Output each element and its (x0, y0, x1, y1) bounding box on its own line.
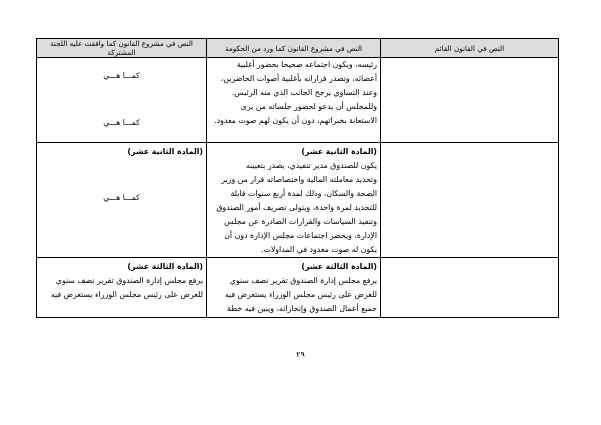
article-heading: (المادة الثانية عشر) (301, 147, 377, 156)
text-line: يرفع مجلس إدارة الصندوق تقرير نصف سنوي (55, 276, 203, 285)
text-line: الاستعانة بخبراتهم، دون أن يكون لهم صوت معدود. (214, 116, 377, 125)
header-current-law: النص في القانون القائم (381, 39, 559, 58)
cell-current-law (381, 143, 559, 258)
table-row (37, 143, 559, 258)
cell-government-draft (207, 258, 381, 318)
text-line: وعند التساوي يرجح الجانب الذي منه الرئيس. (231, 88, 377, 97)
text-line: جميع أعمال الصندوق وإنجازاته، ويبين فيه خطة (226, 304, 377, 313)
comparison-table (36, 38, 559, 318)
article-heading: (المادة الثانية عشر) (127, 147, 203, 156)
article-heading: (المادة الثالثة عشر) (127, 262, 203, 271)
text-line: يرفع مجلس إدارة الصندوق تقرير نصف سنوي (229, 276, 377, 285)
text-line: للعرض على رئيس مجلس الوزراء يستعرض فيه (50, 290, 203, 299)
cell-current-law (381, 58, 559, 143)
cell-government-draft (207, 58, 381, 143)
text-line: وتحديد معاملته المالية واختصاصاته قرار من وزير (221, 175, 377, 184)
cell-committee-draft (37, 143, 207, 258)
ditto-note: كمـــا هـــي (103, 193, 140, 202)
ditto-note: كمـــا هـــي (103, 71, 140, 80)
article-heading: (المادة الثالثة عشر) (301, 262, 377, 271)
text-line: رئيسه، ويكون اجتماعه صحيحا بحضور أغلبية (236, 60, 377, 69)
text-line: الإدارة، ويحضر اجتماعات مجلس الإدارة دون أن (224, 231, 377, 240)
text-line: للتجديد لمرة واحدة، ويتولى تصريف أمور الصندوق (216, 203, 377, 212)
table-header-row (37, 39, 559, 58)
text-line: وللمجلس أن يدعو لحضور جلساته من يرى (240, 102, 377, 111)
header-government-draft: النص في مشروع القانون كما ورد من الحكومة (207, 39, 381, 58)
text-line: وتنفيذ السياسات والقرارات الصادرة عن مجلس (224, 217, 377, 226)
text-line: أعضائه، وتصدر قراراته بأغلبية أصوات الحاضرين، (220, 74, 377, 83)
page-number: ٢٩ (296, 350, 305, 359)
text-line: الصحة والسكان، وذلك لمدة أربع سنوات قابلة (230, 189, 377, 198)
cell-current-law (381, 258, 559, 318)
cell-government-draft (207, 143, 381, 258)
cell-committee-draft (37, 258, 207, 318)
ditto-note: كمـــا هـــي (103, 118, 140, 127)
text-line: للعرض على رئيس مجلس الوزراء يستعرض فيه (224, 290, 377, 299)
table-row (37, 58, 559, 143)
text-line: يكون له صوت معدود في المداولات. (261, 245, 377, 254)
header-committee-draft: النص في مشروع القانون كما وافقت عليه اللجنة المشتركة (37, 39, 207, 58)
cell-committee-draft (37, 58, 207, 143)
text-line: يكون للصندوق مدير تنفيذي، يصدر بتعيينه (245, 161, 377, 170)
table-row (37, 258, 559, 318)
